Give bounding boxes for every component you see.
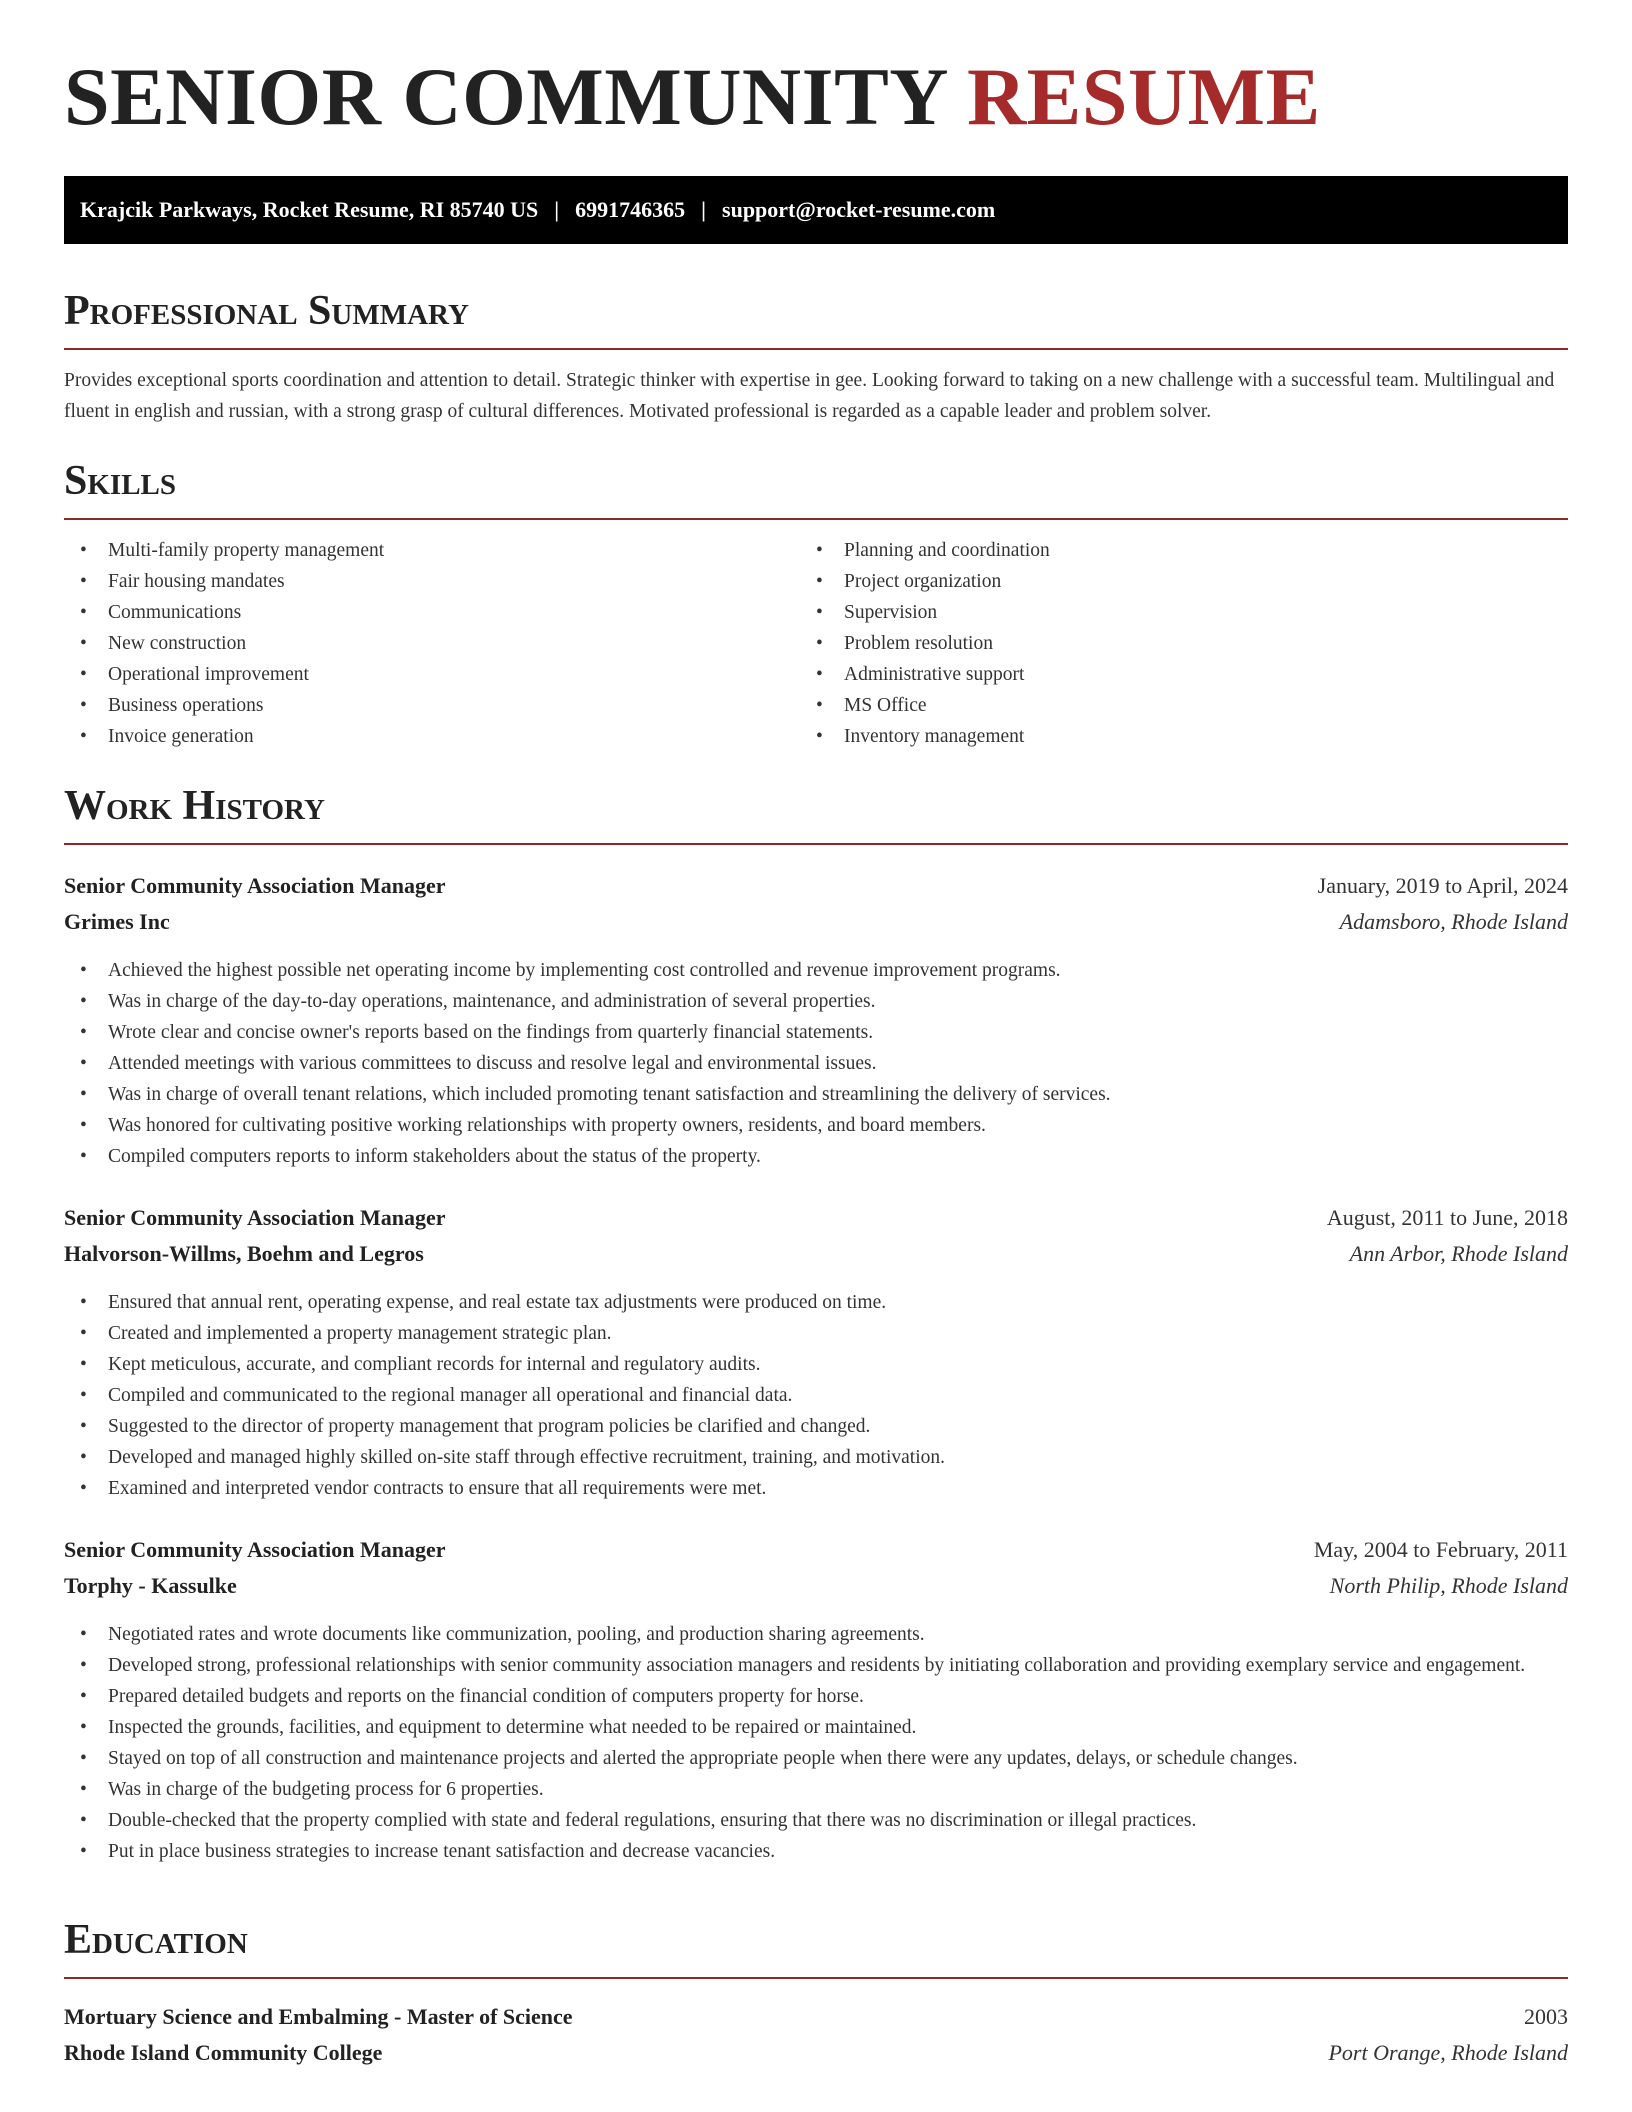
skill-item: • Business operations (64, 690, 764, 721)
job-company-row (64, 904, 1568, 940)
job-dates: August, 2011 to June, 2018 (1326, 1205, 1568, 1230)
job-bullet: • Developed strong, professional relationships with senior community association managers and residents by initiating collaboration and providing exemplary service and engagement. (64, 1650, 1568, 1681)
skill-item: • Problem resolution (800, 628, 1568, 659)
job-bullets (64, 1287, 1568, 1504)
skill-item: • Multi-family property management (64, 535, 764, 566)
job-bullet: • Examined and interpreted vendor contracts to ensure that all requirements were met. (64, 1473, 1568, 1504)
resume-name (64, 51, 1321, 142)
job-bullet: • Was honored for cultivating positive working relationships with property owners, residents, and board members. (64, 1110, 1568, 1141)
job-company: Halvorson-Willms, Boehm and Legros (64, 1241, 424, 1266)
contact-separator: | (554, 197, 560, 222)
job-bullet: • Negotiated rates and wrote documents like communization, pooling, and production sharing agreements. (64, 1619, 1568, 1650)
skills-list-right (800, 535, 1568, 752)
skill-item: • MS Office (800, 690, 1568, 721)
job-title: Senior Community Association Manager (64, 1537, 446, 1562)
skills-list-left (64, 535, 764, 752)
education-school-row (64, 2035, 1568, 2071)
skill-item: • Fair housing mandates (64, 566, 764, 597)
contact-email: support@rocket-resume.com (722, 197, 996, 222)
job-bullets (64, 955, 1568, 1172)
section-title-work-history: Work History (64, 785, 1568, 845)
job-bullet: • Put in place business strategies to increase tenant satisfaction and decrease vacancies. (64, 1836, 1568, 1867)
job-bullet: • Was in charge of overall tenant relations, which included promoting tenant satisfaction and streamlining the delivery of services. (64, 1079, 1568, 1110)
job-bullet: • Created and implemented a property management strategic plan. (64, 1318, 1568, 1349)
education-year: 2003 (1524, 2004, 1568, 2029)
job-location: Adamsboro, Rhode Island (1339, 909, 1568, 934)
job-bullet: • Kept meticulous, accurate, and compliant records for internal and regulatory audits. (64, 1349, 1568, 1380)
job-bullet: • Developed and managed highly skilled on-site staff through effective recruitment, training, and motivation. (64, 1442, 1568, 1473)
skill-item: • Supervision (800, 597, 1568, 628)
skill-item: • New construction (64, 628, 764, 659)
job-title: Senior Community Association Manager (64, 1205, 446, 1230)
skill-item: • Inventory management (800, 721, 1568, 752)
contact-separator: | (701, 197, 707, 222)
job-bullet: • Was in charge of the day-to-day operations, maintenance, and administration of several properties. (64, 986, 1568, 1017)
education-school: Rhode Island Community College (64, 2040, 383, 2065)
section-title-summary: Professional Summary (64, 290, 1568, 350)
section-title-skills: Skills (64, 460, 1568, 520)
skill-item: • Operational improvement (64, 659, 764, 690)
summary-text: Provides exceptional sports coordination and attention to detail. Strategic thinker with expertise in gee. Looking forward to taking on a new challenge with a successful team. Multilingual and fluent in english and russian, with a strong grasp of cultural differences. Motivated professional is regarded as a capable leader and problem solver. (64, 370, 1555, 422)
job-company-row (64, 1568, 1568, 1604)
job-bullets (64, 1619, 1568, 1867)
skill-item: • Planning and coordination (800, 535, 1568, 566)
job-dates: May, 2004 to February, 2011 (1313, 1537, 1568, 1562)
job-bullet: • Was in charge of the budgeting process for 6 properties. (64, 1774, 1568, 1805)
job-bullet: • Double-checked that the property complied with state and federal regulations, ensuring that there was no discrimination or illegal practices. (64, 1805, 1568, 1836)
job-bullet: • Wrote clear and concise owner's reports based on the findings from quarterly financial statements. (64, 1017, 1568, 1048)
education-degree: Mortuary Science and Embalming - Master of Science (64, 2004, 573, 2029)
contact-bar (64, 176, 1568, 244)
skill-item: • Administrative support (800, 659, 1568, 690)
job-bullet: • Compiled and communicated to the regional manager all operational and financial data. (64, 1380, 1568, 1411)
education-degree-row (64, 1999, 1568, 2035)
job-location: Ann Arbor, Rhode Island (1349, 1241, 1568, 1266)
skill-item: • Project organization (800, 566, 1568, 597)
job-company: Torphy - Kassulke (64, 1573, 237, 1598)
job-company: Grimes Inc (64, 909, 170, 934)
job-bullet: • Achieved the highest possible net operating income by implementing cost controlled and revenue improvement programs. (64, 955, 1568, 986)
name-main: SENIOR COMMUNITY (64, 51, 946, 142)
job-company-row (64, 1236, 1568, 1272)
education-location: Port Orange, Rhode Island (1328, 2040, 1568, 2065)
job-title-row (64, 1532, 1568, 1568)
job-title: Senior Community Association Manager (64, 873, 446, 898)
skill-item: • Invoice generation (64, 721, 764, 752)
job-bullet: • Prepared detailed budgets and reports on the financial condition of computers property for horse. (64, 1681, 1568, 1712)
job-title-row (64, 868, 1568, 904)
contact-phone: 6991746365 (575, 197, 686, 222)
job-bullet: • Attended meetings with various committees to discuss and resolve legal and environmental issues. (64, 1048, 1568, 1079)
job-bullet: • Inspected the grounds, facilities, and equipment to determine what needed to be repaired or maintained. (64, 1712, 1568, 1743)
job-title-row (64, 1200, 1568, 1236)
job-location: North Philip, Rhode Island (1329, 1573, 1568, 1598)
job-bullet: • Suggested to the director of property management that program policies be clarified and changed. (64, 1411, 1568, 1442)
job-dates: January, 2019 to April, 2024 (1317, 873, 1568, 898)
job-bullet: • Ensured that annual rent, operating expense, and real estate tax adjustments were produced on time. (64, 1287, 1568, 1318)
contact-address: Krajcik Parkways, Rocket Resume, RI 85740 US (80, 197, 539, 222)
section-title-education: Education (64, 1919, 1568, 1979)
skill-item: • Communications (64, 597, 764, 628)
name-accent: RESUME (966, 51, 1321, 142)
job-bullet: • Stayed on top of all construction and maintenance projects and alerted the appropriate people when there were any updates, delays, or schedule changes. (64, 1743, 1568, 1774)
job-bullet: • Compiled computers reports to inform stakeholders about the status of the property. (64, 1141, 1568, 1172)
